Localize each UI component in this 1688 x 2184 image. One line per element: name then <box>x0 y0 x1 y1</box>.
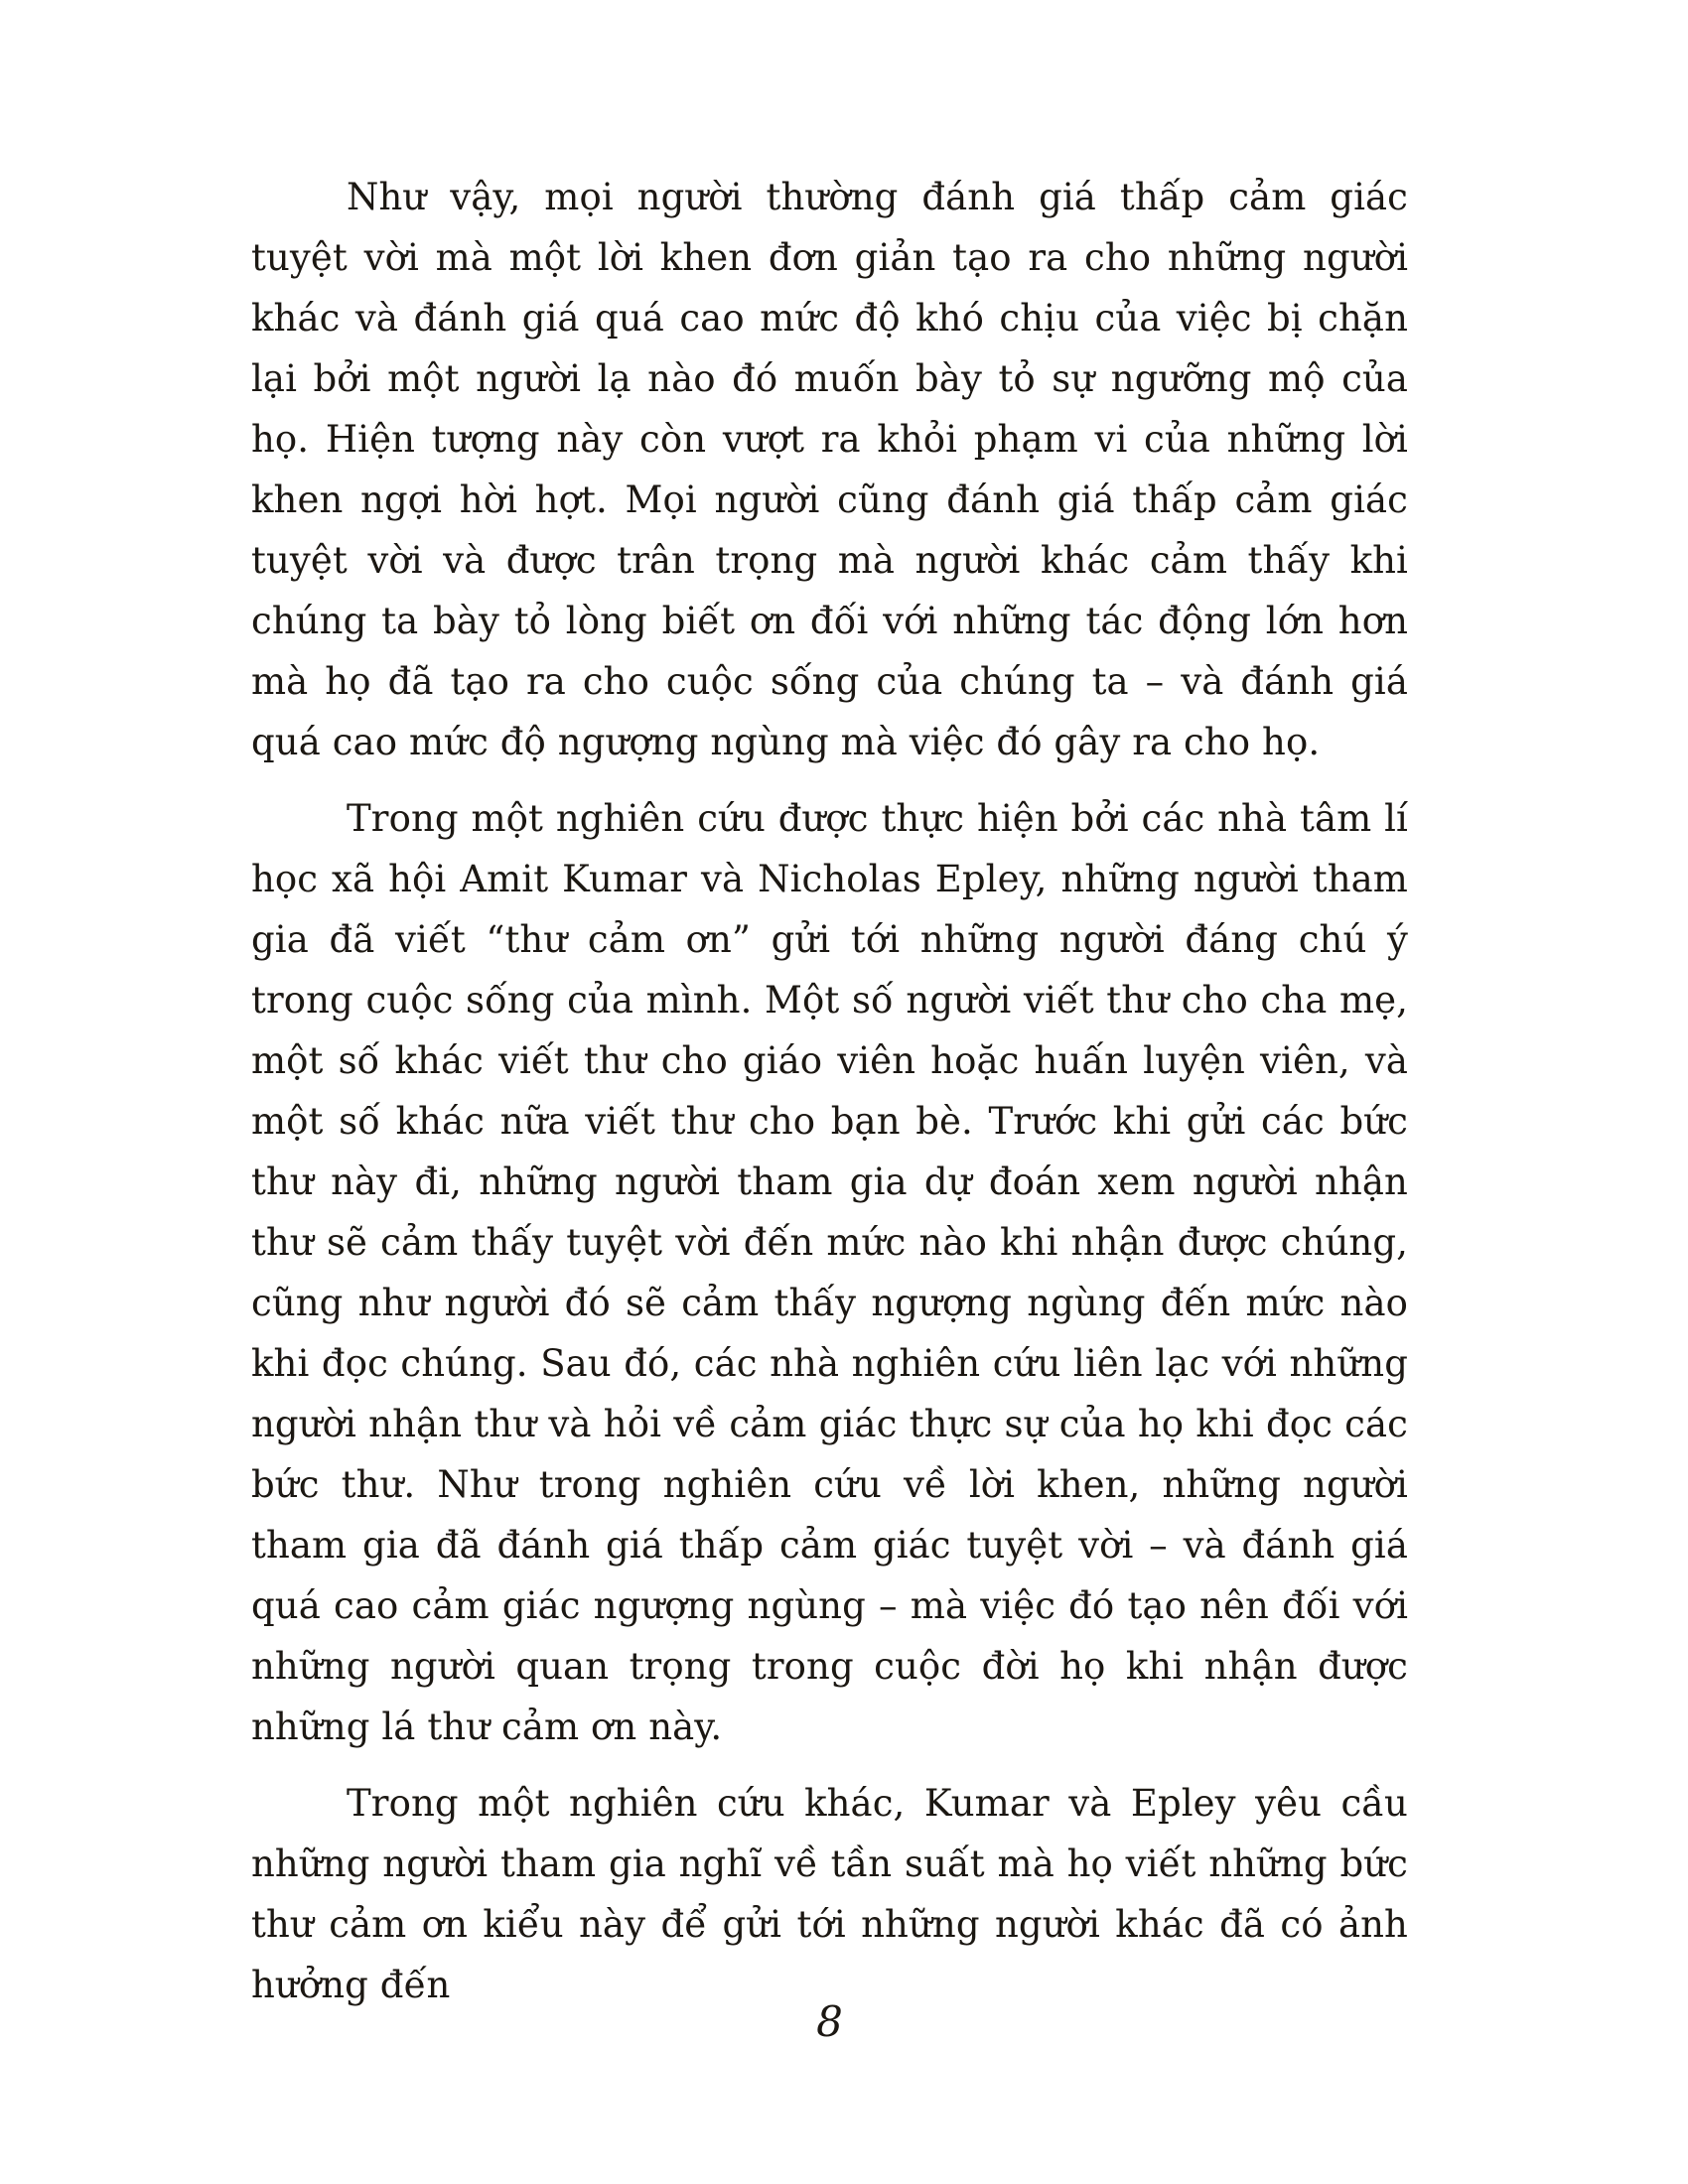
paragraph-2: Trong một nghiên cứu được thực hiện bởi các nhà tâm lí học xã hội Amit Kumar và Nicholas Epley, những người tham gia đã viết “thư cảm ơn” gửi tới những người đáng chú ý trong cuộc sống của mình. Một số người viết thư cho cha mẹ, một số khác viết thư cho giáo viên hoặc huấn luyện viên, và một số khác nữa viết thư cho bạn bè. Trước khi gửi các bức thư này đi, những người tham gia dự đoán xem người nhận thư sẽ cảm thấy tuyệt vời đến mức nào khi nhận được chúng, cũng như người đó sẽ cảm thấy ngượng ngùng đến mức nào khi đọc chúng. Sau đó, các nhà nghiên cứu liên lạc với những người nhận thư và hỏi về cảm giác thực sự của họ khi đọc các bức thư. Như trong nghiên cứu về lời khen, những người tham gia đã đánh giá thấp cảm giác tuyệt vời – và đánh giá quá cao cảm giác ngượng ngùng – mà việc đó tạo nên đối với những người quan trọng trong cuộc đời họ khi nhận được những lá thư cảm ơn này. <box>251 797 1408 1748</box>
paragraph-3: Trong một nghiên cứu khác, Kumar và Epley yêu cầu những người tham gia nghĩ về tần suất mà họ viết những bức thư cảm ơn kiểu này để gửi tới những người khác đã có ảnh hưởng đến <box>251 1782 1408 2006</box>
page-body-text <box>251 167 1408 2031</box>
page-number: 8 <box>816 1997 843 2046</box>
paragraph-1: Như vậy, mọi người thường đánh giá thấp cảm giác tuyệt vời mà một lời khen đơn giản tạo ra cho những người khác và đánh giá quá cao mức độ khó chịu của việc bị chặn lại bởi một người lạ nào đó muốn bày tỏ sự ngưỡng mộ của họ. Hiện tượng này còn vượt ra khỏi phạm vi của những lời khen ngợi hời hợt. Mọi người cũng đánh giá thấp cảm giác tuyệt vời và được trân trọng mà người khác cảm thấy khi chúng ta bày tỏ lòng biết ơn đối với những tác động lớn hơn mà họ đã tạo ra cho cuộc sống của chúng ta – và đánh giá quá cao mức độ ngượng ngùng mà việc đó gây ra cho họ. <box>251 176 1408 763</box>
